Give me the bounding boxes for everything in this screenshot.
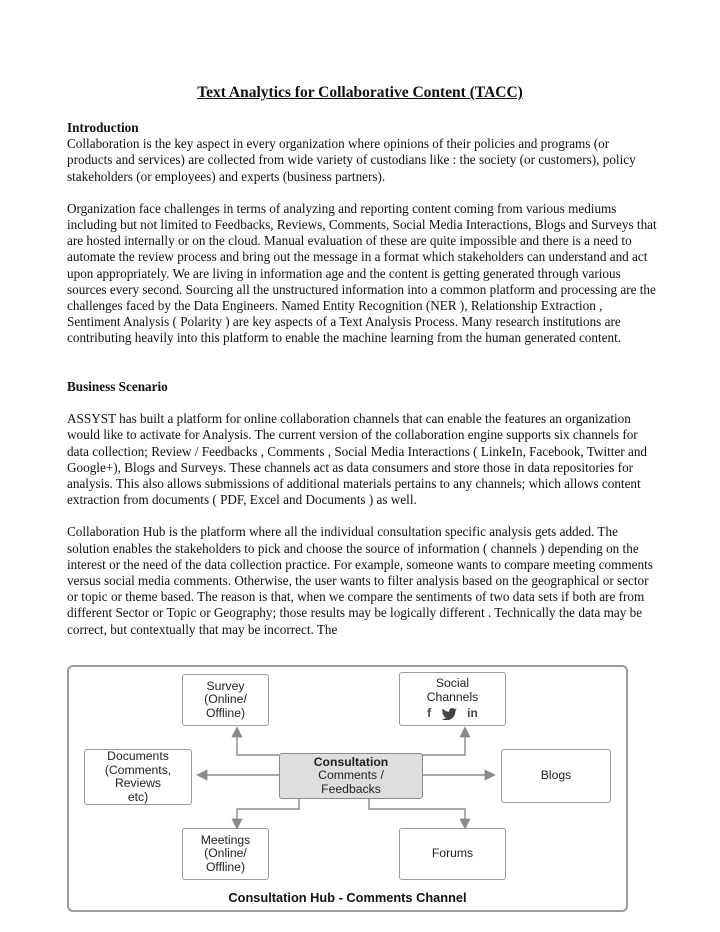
business-paragraph-2: Collaboration Hub is the platform where all the individual consultation specific analysis gets added. The solution enables the stakeholders to pick and choose the source of information ( channels ) depending on the interest or the need of the data collection practice. For example, someone wants to compare meeting comments versus social media comments. Otherwise, the user wants to filter analysis based on the geographical or sector or topic or theme based. The reason is that, when we compare the sentiments of two data sets if both are from different Sector or Topic or Geography; those results may be logically different . Technically the data may be correct, but contextually that may be incorrect. The bbox=[67, 524, 653, 637]
business-heading: Business Scenario bbox=[67, 379, 168, 394]
introduction-heading: Introduction bbox=[67, 120, 139, 135]
document-title: Text Analytics for Collaborative Content (TACC) bbox=[197, 84, 523, 101]
social-channels-box bbox=[399, 672, 506, 726]
social-channels-label: Social Channels bbox=[426, 676, 479, 704]
introduction-section bbox=[67, 120, 657, 347]
forums-box: Forums bbox=[399, 828, 506, 880]
facebook-icon: f bbox=[427, 706, 432, 721]
introduction-paragraph-2: Organization face challenges in terms of analyzing and reporting content coming from various mediums including but not limited to Feedbacks, Reviews, Comments, Social Media Interactions, Blogs and Surveys that are hosted internally or on the cloud. Manual evaluation of these are quite impossible and there is a need to automate the review process and bring out the message in a format which stakeholders can understand and act upon appropriately. We are living in information age and the content is getting generated through various sources every second. Sourcing all the unstructured information into a common platform and processing are the challenges faced by the Data Engineers. Named Entity Recognition (NER ), Relationship Extraction , Sentiment Analysis ( Polarity ) are key aspects of a Text Analysis Process. Many research institutions are contributing heavily into this platform to enable the machine learning from the human generated content. bbox=[67, 200, 657, 346]
consultation-hub-diagram bbox=[67, 665, 628, 912]
blogs-box: Blogs bbox=[501, 749, 611, 803]
linkedin-icon: in bbox=[467, 706, 478, 721]
consultation-center-box bbox=[279, 753, 423, 799]
diagram-caption: Consultation Hub - Comments Channel bbox=[228, 890, 467, 905]
consultation-subtitle: Comments / Feedbacks bbox=[318, 768, 384, 796]
documents-box: Documents (Comments, Reviews etc) bbox=[84, 749, 192, 805]
business-paragraph-1: ASSYST has built a platform for online collaboration channels that can enable the features an organization would like to activate for Analysis. The current version of the collaboration engine supports six channels for data collection; Review / Feedbacks , Comments , Social Media Interactions ( LinkeIn, Facebook, Twitter and Google+), Blogs and Surveys. These channels act as data consumers and store those in data repositories for analysis. This also allows submissions of additional materials pertains to any channels; which allows content extraction from documents ( PDF, Excel and Documents ) as well. bbox=[67, 411, 648, 508]
meetings-box: Meetings (Online/ Offline) bbox=[182, 828, 269, 880]
business-section bbox=[67, 379, 657, 638]
social-icons bbox=[427, 707, 478, 721]
introduction-paragraph-1: Collaboration is the key aspect in every organization where opinions of their policies and programs (or products and services) are collected from wide variety of custodians like : the society (or customers), policy stakeholders (or employees) and experts (business partners). bbox=[67, 136, 636, 184]
consultation-title: Consultation bbox=[313, 754, 389, 769]
twitter-icon bbox=[441, 708, 457, 720]
survey-box: Survey (Online/ Offline) bbox=[182, 674, 269, 726]
